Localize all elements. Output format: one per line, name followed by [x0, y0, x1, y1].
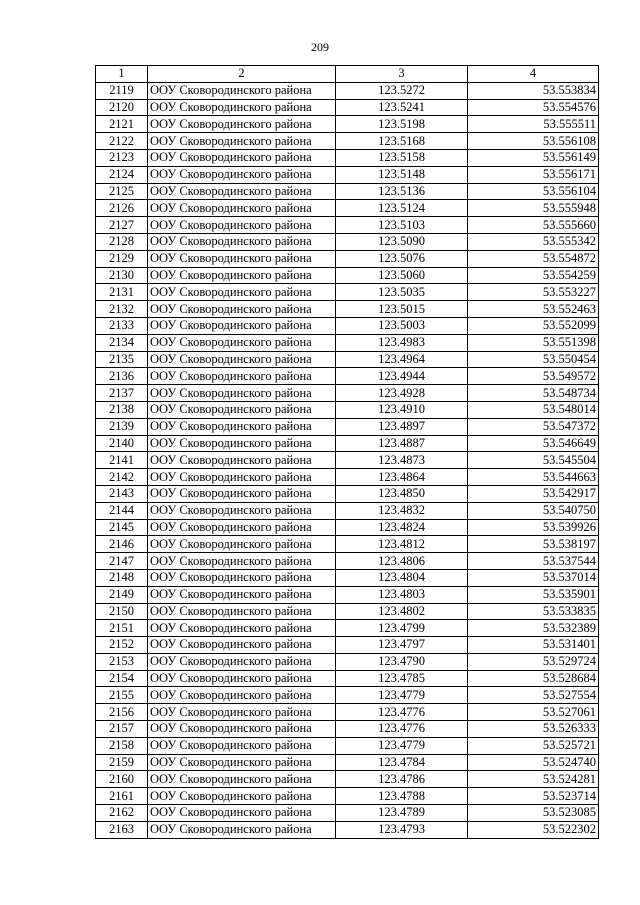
latitude-value: 53.533835: [468, 603, 599, 620]
area-name: ООУ Сковородинского района: [148, 200, 336, 217]
row-number: 2132: [96, 301, 148, 318]
row-number: 2145: [96, 519, 148, 536]
table-row: [96, 788, 599, 805]
area-name: ООУ Сковородинского района: [148, 166, 336, 183]
area-name: ООУ Сковородинского района: [148, 284, 336, 301]
row-number: 2146: [96, 536, 148, 553]
row-number: 2155: [96, 687, 148, 704]
latitude-value: 53.548014: [468, 401, 599, 418]
table-row: [96, 200, 599, 217]
table-row: [96, 737, 599, 754]
longitude-value: 123.5124: [336, 200, 468, 217]
latitude-value: 53.531401: [468, 637, 599, 654]
area-name: ООУ Сковородинского района: [148, 805, 336, 822]
longitude-value: 123.5136: [336, 183, 468, 200]
longitude-value: 123.5148: [336, 166, 468, 183]
latitude-value: 53.553227: [468, 284, 599, 301]
area-name: ООУ Сковородинского района: [148, 334, 336, 351]
latitude-value: 53.547372: [468, 418, 599, 435]
longitude-value: 123.4873: [336, 452, 468, 469]
row-number: 2125: [96, 183, 148, 200]
row-number: 2159: [96, 754, 148, 771]
row-number: 2133: [96, 317, 148, 334]
longitude-value: 123.4790: [336, 653, 468, 670]
table-header: [96, 66, 599, 83]
latitude-value: 53.537014: [468, 569, 599, 586]
longitude-value: 123.4799: [336, 620, 468, 637]
row-number: 2160: [96, 771, 148, 788]
latitude-value: 53.524281: [468, 771, 599, 788]
table-row: [96, 233, 599, 250]
row-number: 2141: [96, 452, 148, 469]
area-name: ООУ Сковородинского района: [148, 569, 336, 586]
latitude-value: 53.554872: [468, 250, 599, 267]
latitude-value: 53.554259: [468, 267, 599, 284]
longitude-value: 123.4793: [336, 821, 468, 838]
area-name: ООУ Сковородинского района: [148, 385, 336, 402]
row-number: 2148: [96, 569, 148, 586]
coordinates-table: [95, 65, 599, 839]
row-number: 2142: [96, 469, 148, 486]
table-row: [96, 687, 599, 704]
longitude-value: 123.4784: [336, 754, 468, 771]
longitude-value: 123.4789: [336, 805, 468, 822]
latitude-value: 53.556171: [468, 166, 599, 183]
table-row: [96, 670, 599, 687]
table-row: [96, 149, 599, 166]
area-name: ООУ Сковородинского района: [148, 485, 336, 502]
latitude-value: 53.552463: [468, 301, 599, 318]
table-row: [96, 116, 599, 133]
longitude-value: 123.4824: [336, 519, 468, 536]
latitude-value: 53.528684: [468, 670, 599, 687]
longitude-value: 123.4806: [336, 553, 468, 570]
table-row: [96, 805, 599, 822]
latitude-value: 53.555511: [468, 116, 599, 133]
longitude-value: 123.5168: [336, 133, 468, 150]
row-number: 2138: [96, 401, 148, 418]
table-row: [96, 351, 599, 368]
row-number: 2119: [96, 82, 148, 99]
table-row: [96, 452, 599, 469]
table-row: [96, 334, 599, 351]
table-row: [96, 771, 599, 788]
area-name: ООУ Сковородинского района: [148, 469, 336, 486]
longitude-value: 123.5198: [336, 116, 468, 133]
area-name: ООУ Сковородинского района: [148, 250, 336, 267]
table-row: [96, 653, 599, 670]
area-name: ООУ Сковородинского района: [148, 452, 336, 469]
latitude-value: 53.546649: [468, 435, 599, 452]
row-number: 2124: [96, 166, 148, 183]
table-row: [96, 133, 599, 150]
latitude-value: 53.555660: [468, 217, 599, 234]
row-number: 2139: [96, 418, 148, 435]
latitude-value: 53.522302: [468, 821, 599, 838]
row-number: 2151: [96, 620, 148, 637]
column-header-2: 2: [148, 66, 336, 83]
area-name: ООУ Сковородинского района: [148, 721, 336, 738]
area-name: ООУ Сковородинского района: [148, 788, 336, 805]
area-name: ООУ Сковородинского района: [148, 620, 336, 637]
longitude-value: 123.5035: [336, 284, 468, 301]
row-number: 2147: [96, 553, 148, 570]
row-number: 2161: [96, 788, 148, 805]
row-number: 2131: [96, 284, 148, 301]
latitude-value: 53.551398: [468, 334, 599, 351]
row-number: 2130: [96, 267, 148, 284]
longitude-value: 123.4797: [336, 637, 468, 654]
table-row: [96, 418, 599, 435]
latitude-value: 53.537544: [468, 553, 599, 570]
table-row: [96, 166, 599, 183]
longitude-value: 123.4779: [336, 687, 468, 704]
longitude-value: 123.4964: [336, 351, 468, 368]
longitude-value: 123.4864: [336, 469, 468, 486]
row-number: 2136: [96, 368, 148, 385]
table-row: [96, 368, 599, 385]
longitude-value: 123.4812: [336, 536, 468, 553]
area-name: ООУ Сковородинского района: [148, 435, 336, 452]
table-row: [96, 821, 599, 838]
row-number: 2143: [96, 485, 148, 502]
latitude-value: 53.555342: [468, 233, 599, 250]
area-name: ООУ Сковородинского района: [148, 737, 336, 754]
area-name: ООУ Сковородинского района: [148, 401, 336, 418]
table-row: [96, 754, 599, 771]
longitude-value: 123.5158: [336, 149, 468, 166]
longitude-value: 123.5241: [336, 99, 468, 116]
row-number: 2163: [96, 821, 148, 838]
area-name: ООУ Сковородинского района: [148, 603, 336, 620]
row-number: 2122: [96, 133, 148, 150]
latitude-value: 53.553834: [468, 82, 599, 99]
area-name: ООУ Сковородинского района: [148, 233, 336, 250]
area-name: ООУ Сковородинского района: [148, 536, 336, 553]
table-row: [96, 385, 599, 402]
row-number: 2152: [96, 637, 148, 654]
latitude-value: 53.555948: [468, 200, 599, 217]
row-number: 2149: [96, 586, 148, 603]
row-number: 2127: [96, 217, 148, 234]
longitude-value: 123.4850: [336, 485, 468, 502]
table-row: [96, 401, 599, 418]
latitude-value: 53.523085: [468, 805, 599, 822]
area-name: ООУ Сковородинского района: [148, 586, 336, 603]
longitude-value: 123.5015: [336, 301, 468, 318]
table-body: [96, 82, 599, 838]
latitude-value: 53.550454: [468, 351, 599, 368]
longitude-value: 123.4802: [336, 603, 468, 620]
row-number: 2120: [96, 99, 148, 116]
table-row: [96, 569, 599, 586]
latitude-value: 53.523714: [468, 788, 599, 805]
latitude-value: 53.548734: [468, 385, 599, 402]
area-name: ООУ Сковородинского района: [148, 82, 336, 99]
latitude-value: 53.538197: [468, 536, 599, 553]
row-number: 2135: [96, 351, 148, 368]
table-row: [96, 485, 599, 502]
latitude-value: 53.556149: [468, 149, 599, 166]
latitude-value: 53.539926: [468, 519, 599, 536]
latitude-value: 53.544663: [468, 469, 599, 486]
latitude-value: 53.542917: [468, 485, 599, 502]
latitude-value: 53.552099: [468, 317, 599, 334]
area-name: ООУ Сковородинского района: [148, 821, 336, 838]
longitude-value: 123.4944: [336, 368, 468, 385]
longitude-value: 123.4776: [336, 704, 468, 721]
header-row: [96, 66, 599, 83]
latitude-value: 53.526333: [468, 721, 599, 738]
area-name: ООУ Сковородинского района: [148, 670, 336, 687]
row-number: 2121: [96, 116, 148, 133]
area-name: ООУ Сковородинского района: [148, 317, 336, 334]
area-name: ООУ Сковородинского района: [148, 519, 336, 536]
row-number: 2150: [96, 603, 148, 620]
row-number: 2128: [96, 233, 148, 250]
latitude-value: 53.535901: [468, 586, 599, 603]
longitude-value: 123.4785: [336, 670, 468, 687]
latitude-value: 53.556108: [468, 133, 599, 150]
table-row: [96, 586, 599, 603]
area-name: ООУ Сковородинского района: [148, 653, 336, 670]
row-number: 2158: [96, 737, 148, 754]
longitude-value: 123.4786: [336, 771, 468, 788]
row-number: 2162: [96, 805, 148, 822]
longitude-value: 123.5090: [336, 233, 468, 250]
row-number: 2153: [96, 653, 148, 670]
table-row: [96, 603, 599, 620]
table-row: [96, 183, 599, 200]
area-name: ООУ Сковородинского района: [148, 267, 336, 284]
latitude-value: 53.554576: [468, 99, 599, 116]
column-header-1: 1: [96, 66, 148, 83]
table-row: [96, 536, 599, 553]
area-name: ООУ Сковородинского района: [148, 368, 336, 385]
table-row: [96, 317, 599, 334]
area-name: ООУ Сковородинского района: [148, 637, 336, 654]
table-row: [96, 250, 599, 267]
column-header-3: 3: [336, 66, 468, 83]
longitude-value: 123.4832: [336, 502, 468, 519]
area-name: ООУ Сковородинского района: [148, 183, 336, 200]
table-row: [96, 553, 599, 570]
latitude-value: 53.527061: [468, 704, 599, 721]
latitude-value: 53.532389: [468, 620, 599, 637]
longitude-value: 123.4804: [336, 569, 468, 586]
area-name: ООУ Сковородинского района: [148, 704, 336, 721]
longitude-value: 123.4928: [336, 385, 468, 402]
area-name: ООУ Сковородинского района: [148, 418, 336, 435]
table-row: [96, 217, 599, 234]
longitude-value: 123.4776: [336, 721, 468, 738]
longitude-value: 123.4779: [336, 737, 468, 754]
table-row: [96, 502, 599, 519]
row-number: 2154: [96, 670, 148, 687]
longitude-value: 123.5272: [336, 82, 468, 99]
latitude-value: 53.525721: [468, 737, 599, 754]
area-name: ООУ Сковородинского района: [148, 771, 336, 788]
table-row: [96, 620, 599, 637]
longitude-value: 123.4897: [336, 418, 468, 435]
longitude-value: 123.5103: [336, 217, 468, 234]
longitude-value: 123.4788: [336, 788, 468, 805]
area-name: ООУ Сковородинского района: [148, 553, 336, 570]
row-number: 2129: [96, 250, 148, 267]
area-name: ООУ Сковородинского района: [148, 133, 336, 150]
area-name: ООУ Сковородинского района: [148, 351, 336, 368]
area-name: ООУ Сковородинского района: [148, 754, 336, 771]
row-number: 2144: [96, 502, 148, 519]
longitude-value: 123.4887: [336, 435, 468, 452]
page-number: 209: [311, 40, 329, 54]
latitude-value: 53.527554: [468, 687, 599, 704]
row-number: 2137: [96, 385, 148, 402]
table-row: [96, 469, 599, 486]
table-row: [96, 519, 599, 536]
row-number: 2157: [96, 721, 148, 738]
area-name: ООУ Сковородинского района: [148, 149, 336, 166]
area-name: ООУ Сковородинского района: [148, 217, 336, 234]
row-number: 2140: [96, 435, 148, 452]
row-number: 2126: [96, 200, 148, 217]
latitude-value: 53.556104: [468, 183, 599, 200]
table-row: [96, 721, 599, 738]
table-row: [96, 284, 599, 301]
table-row: [96, 435, 599, 452]
area-name: ООУ Сковородинского района: [148, 99, 336, 116]
longitude-value: 123.4803: [336, 586, 468, 603]
area-name: ООУ Сковородинского района: [148, 687, 336, 704]
table-row: [96, 637, 599, 654]
row-number: 2156: [96, 704, 148, 721]
row-number: 2134: [96, 334, 148, 351]
latitude-value: 53.529724: [468, 653, 599, 670]
longitude-value: 123.4910: [336, 401, 468, 418]
area-name: ООУ Сковородинского района: [148, 116, 336, 133]
longitude-value: 123.5060: [336, 267, 468, 284]
table-row: [96, 267, 599, 284]
latitude-value: 53.549572: [468, 368, 599, 385]
row-number: 2123: [96, 149, 148, 166]
area-name: ООУ Сковородинского района: [148, 502, 336, 519]
latitude-value: 53.545504: [468, 452, 599, 469]
longitude-value: 123.5003: [336, 317, 468, 334]
longitude-value: 123.5076: [336, 250, 468, 267]
latitude-value: 53.540750: [468, 502, 599, 519]
column-header-4: 4: [468, 66, 599, 83]
table-row: [96, 99, 599, 116]
latitude-value: 53.524740: [468, 754, 599, 771]
table-row: [96, 704, 599, 721]
table-row: [96, 82, 599, 99]
longitude-value: 123.4983: [336, 334, 468, 351]
area-name: ООУ Сковородинского района: [148, 301, 336, 318]
table-row: [96, 301, 599, 318]
